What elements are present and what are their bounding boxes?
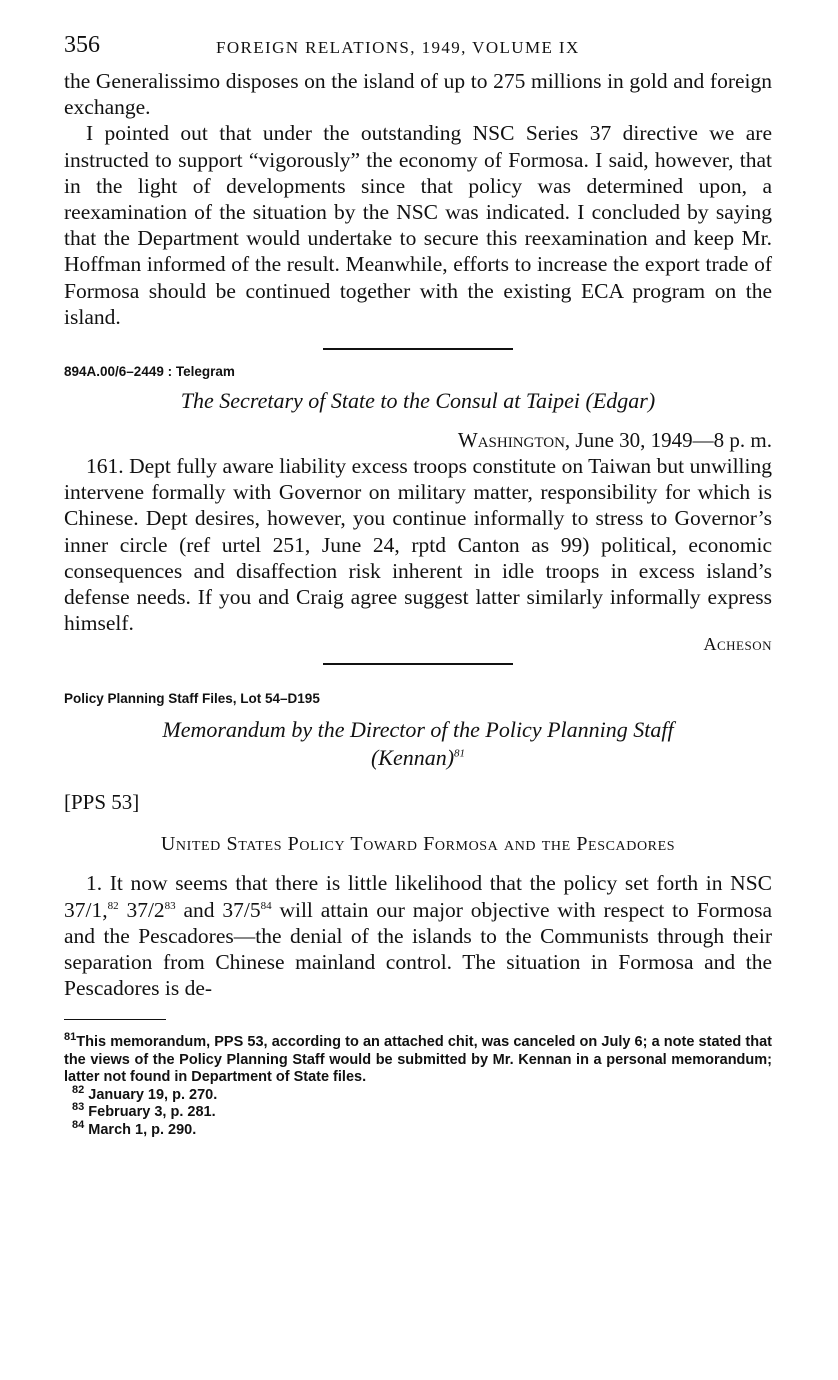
memo-file-reference: Policy Planning Staff Files, Lot 54–D195 bbox=[64, 691, 320, 707]
footnote-number: 84 bbox=[72, 1119, 85, 1132]
pps-number: [PPS 53] bbox=[64, 790, 140, 815]
memo-title-line-1: Memorandum by the Director of the Policy Planning Staff bbox=[162, 717, 674, 743]
memo-title bbox=[64, 716, 772, 772]
memo-text: and 37/5 bbox=[175, 897, 261, 922]
footnote-ref-82: 82 bbox=[107, 899, 119, 912]
telegram-dateline bbox=[64, 427, 772, 453]
telegram-signature: Acheson bbox=[703, 634, 772, 655]
footnote-81 bbox=[64, 1031, 772, 1087]
footnote-ref-81: 81 bbox=[454, 748, 466, 761]
memo-subject: United States Policy Toward Formosa and the Pescadores bbox=[160, 833, 676, 856]
footnote-number: 81 bbox=[64, 1031, 77, 1044]
document-page bbox=[64, 28, 772, 1139]
footnote-divider bbox=[64, 1019, 166, 1020]
footnote-number: 82 bbox=[72, 1084, 85, 1097]
section-divider bbox=[323, 348, 513, 350]
footnote-text: January 19, p. 270. bbox=[88, 1086, 218, 1103]
intro-paragraph-2: I pointed out that under the outstanding NSC Series 37 directive we are instructed to support “vigorously” the economy of Formosa. I said, however, that in the light of developments since that policy was determined upon, a reexamination of the situation by the NSC was indicated. I concluded by saying that the Department would undertake to secure this reexamination and keep Mr. Hoffman informed of the result. Meanwhile, efforts to increase the export trade of Formosa should be continued together with the existing ECA program on the island. bbox=[64, 121, 772, 329]
memo-paragraph-1 bbox=[64, 870, 772, 1001]
footnote-ref-84: 84 bbox=[260, 899, 272, 912]
telegram-body: 161. Dept fully aware liability excess troops constitute on Taiwan but unwilling intervene formally with Governor on military matter, responsibility for which is Chinese. Dept desires, however, you continue informally to stress to Governor’s inner circle (ref urtel 251, June 24, rptd Canton as 99) political, economic consequences and disaffection risk inherent in idle troops in excess island’s defense needs. If you and Craig agree suggest latter similarly informally express himself. bbox=[64, 454, 772, 636]
telegram-file-reference: 894A.00/6–2449 : Telegram bbox=[64, 364, 235, 380]
dateline-date: , June 30, 1949—8 p. m. bbox=[564, 428, 772, 453]
footnote-84 bbox=[64, 1119, 772, 1140]
footnote-text: This memorandum, PPS 53, according to an attached chit, was canceled on July 6; a note stated that the views of the Policy Planning Staff would be submitted by Mr. Kennan in a personal memorandum; latter not found in Department of State files. bbox=[64, 1034, 772, 1086]
page-number: 356 bbox=[64, 32, 100, 58]
section-divider bbox=[323, 663, 513, 665]
memo-title-author: (Kennan) bbox=[370, 745, 455, 771]
footnote-number: 83 bbox=[72, 1101, 85, 1114]
footnote-82 bbox=[64, 1084, 772, 1105]
footnote-83 bbox=[64, 1101, 772, 1122]
dateline-city: Washington bbox=[457, 428, 565, 453]
memo-title-line-2 bbox=[64, 744, 772, 772]
telegram-title: The Secretary of State to the Consul at Taipei (Edgar) bbox=[180, 388, 656, 414]
memo-text: 1. It now seems that there is little likelihood that the policy set forth in NSC 37/1, bbox=[64, 871, 772, 922]
footnotes bbox=[64, 1031, 772, 1139]
intro-paragraph-1: the Generalissimo disposes on the island of up to 275 millions in gold and foreign exchange. bbox=[64, 69, 772, 120]
footnote-ref-83: 83 bbox=[164, 899, 176, 912]
footnote-text: February 3, p. 281. bbox=[88, 1104, 216, 1121]
memo-text: 37/2 bbox=[118, 897, 165, 922]
footnote-text: March 1, p. 290. bbox=[88, 1121, 197, 1138]
page-header bbox=[64, 28, 772, 68]
memo-text: will attain our major objective with respect to Formosa and the Pescadores—the denial of the islands to the Communists through their separation from Chinese mainland control. The situation in Formosa and the Pescadores is de- bbox=[64, 897, 772, 1001]
running-head: FOREIGN RELATIONS, 1949, VOLUME IX bbox=[216, 38, 580, 57]
